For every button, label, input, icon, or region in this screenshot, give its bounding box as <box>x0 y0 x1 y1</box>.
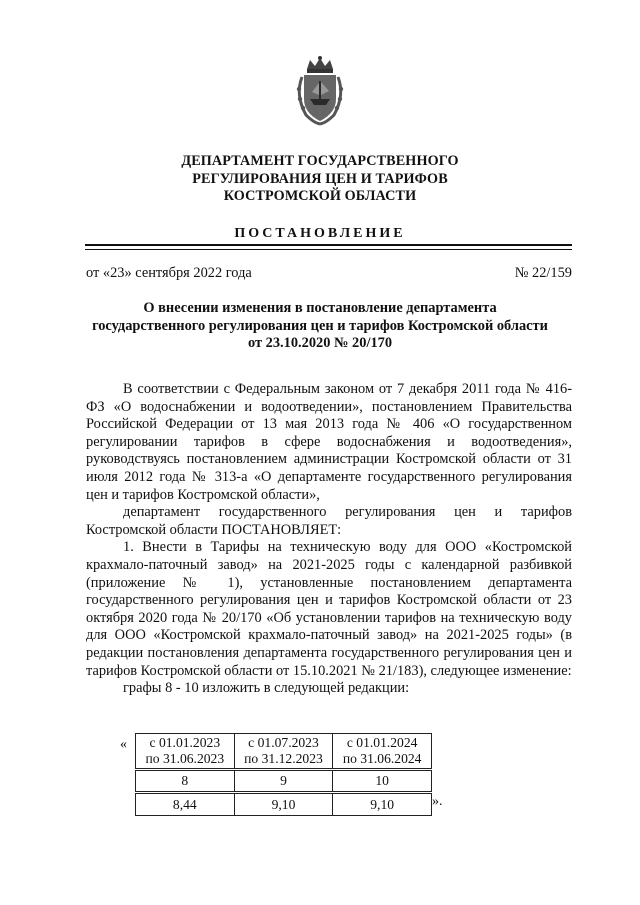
document-number: № 22/159 <box>514 265 572 281</box>
column-number-cell: 10 <box>333 770 432 793</box>
header-cell-col9 <box>234 734 333 770</box>
body-paragraph-instruction: графы 8 - 10 изложить в следующей редакции: <box>123 680 410 697</box>
header-rule-thick <box>85 244 572 246</box>
department-line-3: КОСТРОМСКОЙ ОБЛАСТИ <box>223 188 417 204</box>
coat-of-arms-emblem <box>290 55 350 127</box>
header-cell-to: по 31.06.2024 <box>342 751 422 766</box>
table-open-quote: « <box>120 737 127 752</box>
header-cell-col8 <box>136 734 235 770</box>
body-paragraph-item-1: 1. Внести в Тарифы на техническую воду для ООО «Костромской крахмало-паточный завод» на 2021-2025 годы с календарной разбивкой (приложение № 1), установленные постановлением департамента государственного регулирования цен и тарифов Костромской области от 23 октября 2020 года № 20/170 «Об установлении тарифов на техническую воду для ООО «Костромской крахмало-паточный завод» на 2021-2025 годы» (в редакции постановления департамента государственного регулирования цен и тарифов Костромской области от 15.10.2021 № 21/183), следующее изменение: <box>86 539 572 679</box>
header-cell-from: с 01.01.2023 <box>149 735 221 750</box>
document-subject <box>70 300 570 353</box>
department-line-2: РЕГУЛИРОВАНИЯ ЦЕН И ТАРИФОВ <box>192 170 448 187</box>
header-cell-from: с 01.07.2023 <box>248 735 319 750</box>
subject-line-3: от 23.10.2020 № 20/170 <box>247 335 393 351</box>
header-cell-col10 <box>333 734 432 770</box>
table-close-quote: ». <box>432 794 443 809</box>
body-paragraph-preamble: В соответствии с Федеральным законом от 7 декабря 2011 года № 416-ФЗ «О водоснабжении и водоотведении», постановлением Правительства Российской Федерации от 13 мая 2013 года № 406 «О государственном регулировании тарифов в сфере водоснабжения и водоотведения», руководствуясь постановлением администрации Костромской области от 31 июля 2012 года № 313-а «О департаменте государственного регулирования цен и тарифов Костромской области», <box>86 381 572 503</box>
column-number-cell: 9 <box>234 770 333 793</box>
body-paragraph-resolves: департамент государственного регулирования цен и тарифов Костромской области ПОСТАНОВЛЯЕТ: <box>86 504 572 538</box>
subject-line-2: государственного регулирования цен и тарифов Костромской области <box>92 317 548 334</box>
document-body <box>86 381 572 698</box>
header-rule-thin <box>85 249 572 250</box>
header-cell-to: по 31.06.2023 <box>145 751 225 766</box>
tariff-value-cell: 9,10 <box>333 793 432 816</box>
header-cell-to: по 31.12.2023 <box>244 751 323 766</box>
department-name <box>0 153 640 206</box>
tariff-value-cell: 8,44 <box>136 793 235 816</box>
column-number-cell: 8 <box>136 770 235 793</box>
tariff-value-cell: 9,10 <box>234 793 333 816</box>
document-date: от «23» сентября 2022 года <box>86 265 252 281</box>
department-line-1: ДЕПАРТАМЕНТ ГОСУДАРСТВЕННОГО <box>181 153 459 169</box>
table-header-row <box>136 734 432 770</box>
header-cell-from: с 01.01.2024 <box>346 735 418 750</box>
tariff-table <box>135 733 432 816</box>
table-column-number-row <box>136 770 432 793</box>
subject-line-1: О внесении изменения в постановление департамента <box>143 300 497 316</box>
document-type-title: ПОСТАНОВЛЕНИЕ <box>234 226 406 241</box>
table-value-row <box>136 793 432 816</box>
date-number-line <box>86 265 572 282</box>
